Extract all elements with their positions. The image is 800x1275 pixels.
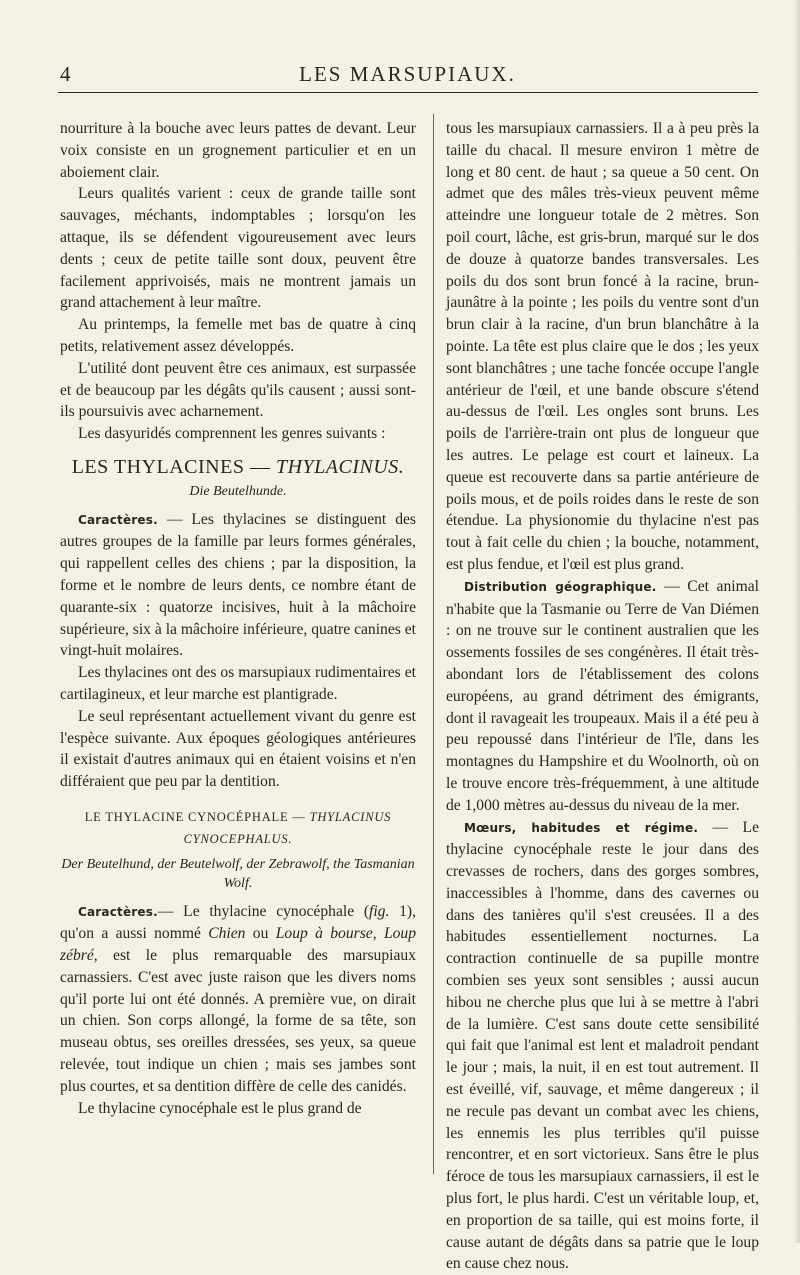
paragraph: L'utilité dont peuvent être ces animaux, est surpassée et de beaucoup par les dégâts qu'ils causent ; aussi sont-ils poursuivis avec acharnement. [60, 358, 416, 423]
paragraph-text: — Le thylacine cynocéphale reste le jour dans des crevasses de rochers, dans des gorges sombres, inaccessibles à l'homme, dans des cavernes ou dans des tanières qu'il s'est creusées. Il a des habitudes essentiellement nocturnes. La contraction continuelle de sa pupille montre combien ses yeux sont sensibles ; aussi aucun hibou ne cherche plus que lui à se mettre à l'abri de la lumière. C'est sans doute cette sensibilité qui fait que l'animal est lent et maladroit pendant le jour ; mais, la nuit, il en est tout autrement. Il est éveillé, vif, sauvage, et même dangereux ; il ne recule pas devant un combat avec les chiens, les ennemis les plus terribles qu'il puisse rencontrer, et en sort victorieux. Sans être le plus féroce de tous les marsupiaux carnassiers, il est le plus fort, le plus hardi. C'est un véritable loup, et, en proportion de sa taille, qui est moins forte, il cause autant de dégâts dans sa patrie que le loup en cause chez nous. [446, 819, 759, 1273]
paragraph: Au printemps, la femelle met bas de quatre à cinq petits, relativement assez développés. [60, 314, 416, 358]
column-divider [433, 114, 434, 1174]
section-title-latin: THYLACINUS. [276, 456, 404, 478]
page-number: 4 [60, 62, 71, 87]
paragraph: Caractères.— Le thylacine cynocéphale (fig. 1), qu'on a aussi nommé Chien ou Loup à bourse, Loup zébré, est le plus remarquable des marsupiaux carnassiers. C'est avec juste raison que les divers noms qu'il porte lui ont été donnés. A première vue, on dirait un chien. Son corps allongé, la forme de sa tête, son museau obtus, ses oreilles dressées, ses yeux, sa queue relevée, tout indique un chien ; mais ses jambes sont plus courtes, et sa dentition diffère de celle des canidés. [60, 901, 416, 1098]
section-subtitle: Die Beutelhunde. [60, 481, 416, 503]
runin-heading: Mœurs, habitudes et régime. [464, 821, 698, 835]
species-title-french: LE THYLACINE CYNOCÉPHALE — [85, 810, 306, 824]
species-title-latin: THYLACINUS [310, 810, 392, 824]
paragraph: Le thylacine cynocéphale est le plus grand de [60, 1098, 416, 1120]
species-latin-name: CYNOCEPHALUS. [60, 829, 416, 851]
paragraph [60, 509, 416, 663]
paragraph-text: — Les thylacines se distinguent des autres groupes de la famille par leurs formes générales, qui rappellent celles des chiens ; par la disposition, la forme et le nombre de leurs dents, ce nombre étant de quarante-six : quatorze incisives, huit à la mâchoire supérieure, six à la mâchoire inférieure, quatre canines et vingt-huit molaires. [60, 511, 416, 660]
runin-heading: Caractères. [78, 513, 158, 527]
runin-heading: Distribution géographique. [464, 580, 657, 594]
paragraph: Leurs qualités varient : ceux de grande taille sont sauvages, méchants, indomptables ; lorsqu'on les attaque, ils se défendent vigoureusement avec leurs dents ; ceux de petite taille sont doux, peuvent être facilement apprivoisés, mais ne montrent jamais un grand attachement à leur maître. [60, 183, 416, 314]
runin-heading: Caractères. [78, 905, 158, 919]
paragraph [446, 817, 759, 1275]
running-head: LES MARSUPIAUX. [60, 62, 755, 87]
paragraph [446, 576, 759, 817]
page-header [60, 62, 755, 86]
paragraph-text: — Cet animal n'habite que la Tasmanie ou Terre de Van Diémen : on ne trouve sur le continent australien que les ossements fossiles de ses congénères. Il était très-abondant lors de l'établissement des colons européens, au grand détriment des émigrants, dont il ravageait les troupeaux. Mais il a été peu à peu repoussé dans l'intérieur de l'île, dans les montagnes du Hampshire et du Woolnorth, où on le trouve encore très-fréquemment, à une altitude de 1,000 mètres au-dessus du niveau de la mer. [446, 578, 759, 814]
species-common-names: Der Beutelhund, der Beutelwolf, der Zebrawolf, the Tasmanian Wolf. [60, 855, 416, 893]
paragraph: tous les marsupiaux carnassiers. Il a à peu près la taille du chacal. Il mesure environ 1 mètre de long et 80 cent. de haut ; sa queue a 50 cent. On admet que des mâles très-vieux peuvent même atteindre une longueur totale de 2 mètres. Son poil court, lâche, est gris-brun, marqué sur le dos de douze à quatorze bandes transversales. Les poils du dos sont brun foncé à la racine, brun-jaunâtre à la pointe ; les poils du ventre sont d'un brun clair à la racine, d'un brun blanchâtre à la pointe. La tête est plus claire que le dos ; les yeux sont blanchâtres ; une tache foncée occupe l'angle antérieur de l'œil, et une bande obscure s'étend au-dessus de l'œil. Les ongles sont bruns. Les poils de l'arrière-train ont plus de longueur que les autres. Le pelage est court et laineux. La queue est recouverte dans sa partie antérieure de poils mous, et de poils roides dans le reste de son étendue. La physionomie du thylacine n'est pas tout à fait celle du chien ; la bouche, notamment, est plus fendue, et l'œil est plus grand. [446, 118, 759, 576]
section-title [60, 457, 416, 479]
right-column [446, 118, 759, 1275]
header-rule [58, 92, 758, 93]
paragraph: Les thylacines ont des os marsupiaux rudimentaires et cartilagineux, et leur marche est plantigrade. [60, 662, 416, 706]
species-title [60, 807, 416, 829]
paragraph: Les dasyuridés comprennent les genres suivants : [60, 423, 416, 445]
paragraph: nourriture à la bouche avec leurs pattes de devant. Leur voix consiste en un grognement particulier et en un aboiement clair. [60, 118, 416, 183]
left-column [60, 118, 416, 1119]
page-edge-shadow [794, 0, 800, 1243]
section-title-french: LES THYLACINES — [72, 456, 271, 478]
paragraph: Le seul représentant actuellement vivant du genre est l'espèce suivante. Aux époques géologiques antérieures il existait d'autres animaux qui en étaient voisins et n'en différaient que peu par la dentition. [60, 706, 416, 793]
